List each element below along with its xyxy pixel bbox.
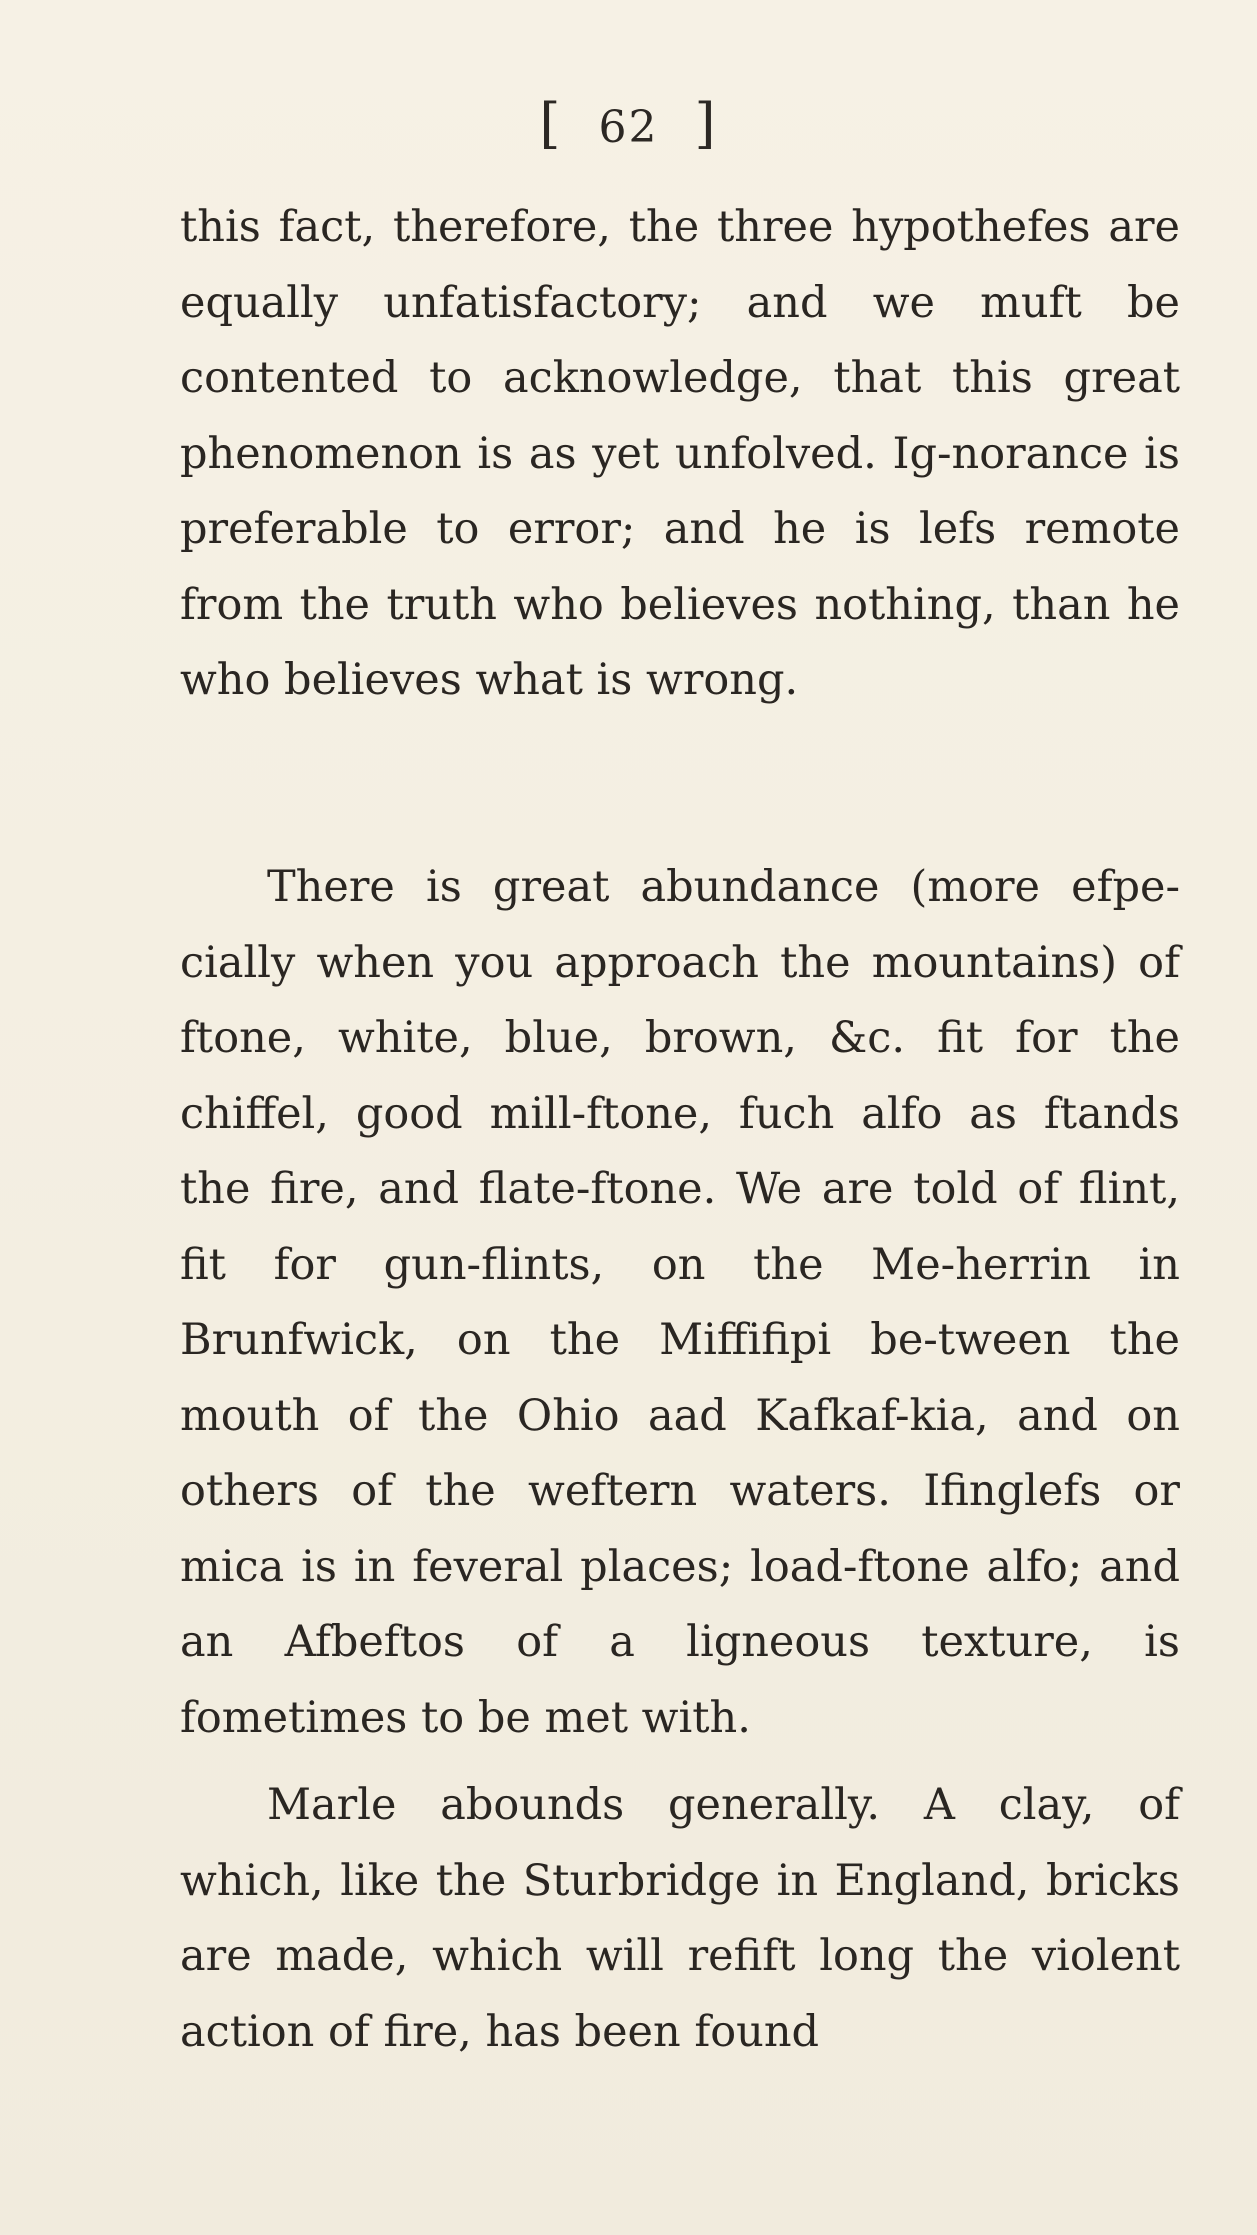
left-bracket: [ [539,92,563,155]
paragraph-marle [180,1768,1180,2070]
page-number-header [0,92,1257,155]
page-number: 62 [598,102,659,153]
paragraph-continuation [180,190,1180,719]
paragraph-text: Marle abounds generally. A clay, of which, like the Sturbridge in England, bricks are made, which will refift long the violent action of fire, has been found [180,1780,1180,2057]
paragraph-text: There is great abundance (more efpe-cially when you approach the mountains) of ftone, white, blue, brown, &c. fit for the chiffel, good mill-ftone, fuch alfo as ftands the fire, and flate-ftone. We are told of flint, fit for gun-flints, on the Me-herrin in Brunfwick, on the Miffifipi be-tween the mouth of the Ohio aad Kafkaf-kia, and on others of the weftern waters. Ifinglefs or mica is in feveral places; load-ftone alfo; and an Afbeftos of a ligneous texture, is fometimes to be met with. [180,862,1180,1743]
paragraph-stone [180,850,1180,1756]
right-bracket: ] [694,92,718,155]
paragraph-text: this fact, therefore, the three hypothefes are equally unfatisfactory; and we muft be contented to acknowledge, that this great phenomenon is as yet unfolved. Ig-norance is preferable to error; and he is lefs remote from the truth who believes nothing, than he who believes what is wrong. [180,202,1180,705]
